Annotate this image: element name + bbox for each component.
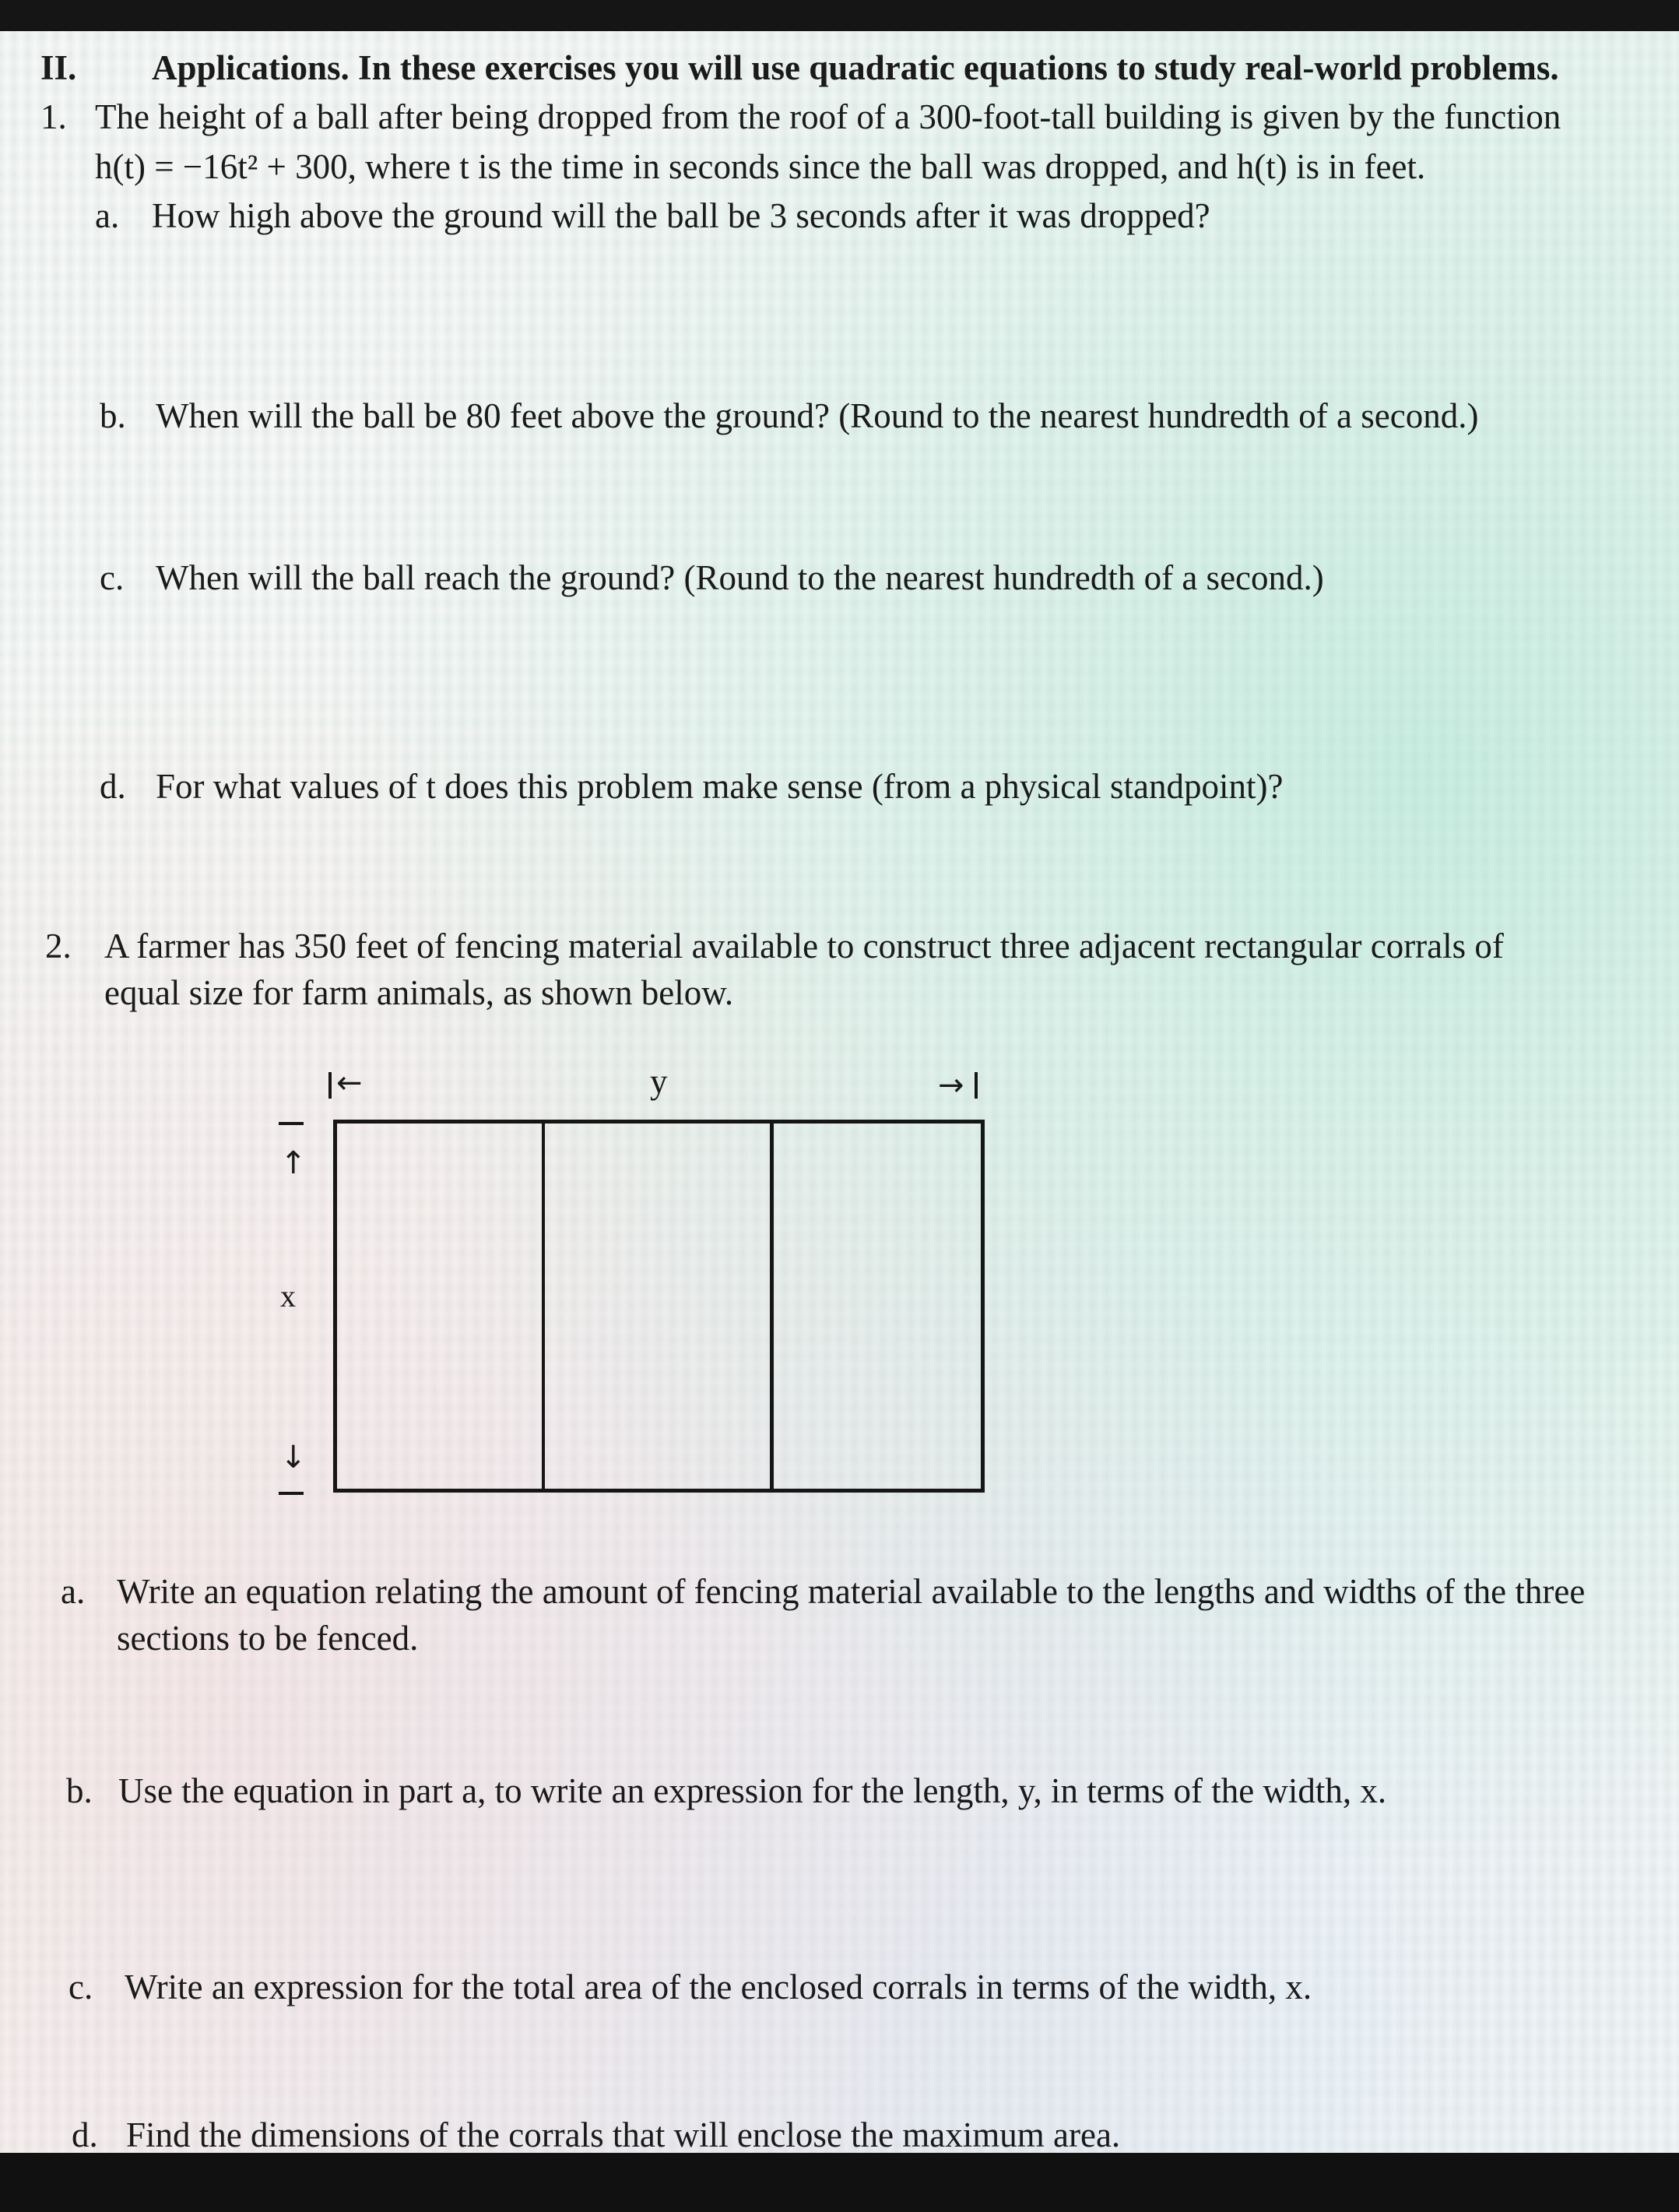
problem-2a-text-line2: sections to be fenced. bbox=[117, 1619, 419, 1658]
height-up-arrow-icon: ↑ bbox=[280, 1145, 307, 1181]
problem-2c-text: Write an expression for the total area of the enclosed corrals in terms of the width, x. bbox=[125, 1968, 1312, 2006]
height-dim-top-tick bbox=[279, 1122, 304, 1125]
problem-1-intro-line1: The height of a ball after being dropped from the roof of a 300-foot-tall building is given by the function bbox=[95, 97, 1561, 136]
width-right-arrow-icon: → bbox=[938, 1067, 964, 1103]
problem-2d-letter: d. bbox=[72, 2115, 98, 2153]
problem-2a-letter: a. bbox=[61, 1572, 86, 1611]
corral-divider-1 bbox=[542, 1124, 545, 1489]
section-numeral: II. bbox=[40, 48, 77, 87]
problem-1b-letter: b. bbox=[100, 396, 126, 435]
width-label-y: y bbox=[650, 1062, 668, 1101]
problem-1-number: 1. bbox=[40, 97, 67, 136]
problem-1b-text: When will the ball be 80 feet above the ground? (Round to the nearest hundredth of a second.) bbox=[156, 396, 1479, 435]
width-left-arrow-icon: ← bbox=[336, 1065, 363, 1101]
problem-1a-text: How high above the ground will the ball be 3 seconds after it was dropped? bbox=[152, 196, 1210, 235]
width-dim-right-tick bbox=[975, 1072, 978, 1099]
problem-1-intro-line2: h(t) = −16t² + 300, where t is the time in seconds since the ball was dropped, and h(t) is in feet. bbox=[95, 147, 1426, 186]
problem-1c-text: When will the ball reach the ground? (Round to the nearest hundredth of a second.) bbox=[156, 558, 1324, 597]
corral-outline bbox=[333, 1120, 985, 1493]
problem-1d-text: For what values of t does this problem make sense (from a physical standpoint)? bbox=[156, 767, 1284, 806]
problem-2-intro-line2: equal size for farm animals, as shown below. bbox=[104, 973, 734, 1012]
height-dim-bottom-tick bbox=[279, 1492, 304, 1495]
problem-2c-letter: c. bbox=[68, 1968, 93, 2006]
corral-divider-2 bbox=[770, 1124, 774, 1489]
problem-2b-letter: b. bbox=[66, 1771, 93, 1810]
problem-2a-text-line1: Write an equation relating the amount of fencing material available to the lengths and widths of the three bbox=[117, 1572, 1586, 1611]
problem-2-number: 2. bbox=[45, 927, 72, 965]
problem-1a-letter: a. bbox=[95, 196, 120, 235]
problem-2d-text: Find the dimensions of the corrals that will enclose the maximum area. bbox=[126, 2115, 1121, 2153]
worksheet-page bbox=[0, 31, 1679, 2153]
section-title: Applications. In these exercises you will use quadratic equations to study real-world problems. bbox=[152, 48, 1559, 87]
problem-2-intro-line1: A farmer has 350 feet of fencing material available to construct three adjacent rectangular corrals of bbox=[104, 927, 1504, 965]
height-label-x: x bbox=[280, 1278, 296, 1313]
height-down-arrow-icon: ↓ bbox=[280, 1440, 307, 1475]
problem-2b-text: Use the equation in part a, to write an expression for the length, y, in terms of the width, x. bbox=[118, 1771, 1387, 1810]
bottom-dark-edge bbox=[0, 2153, 1679, 2212]
problem-1d-letter: d. bbox=[100, 767, 126, 806]
width-dim-left-tick bbox=[328, 1072, 332, 1099]
problem-1c-letter: c. bbox=[100, 558, 125, 597]
